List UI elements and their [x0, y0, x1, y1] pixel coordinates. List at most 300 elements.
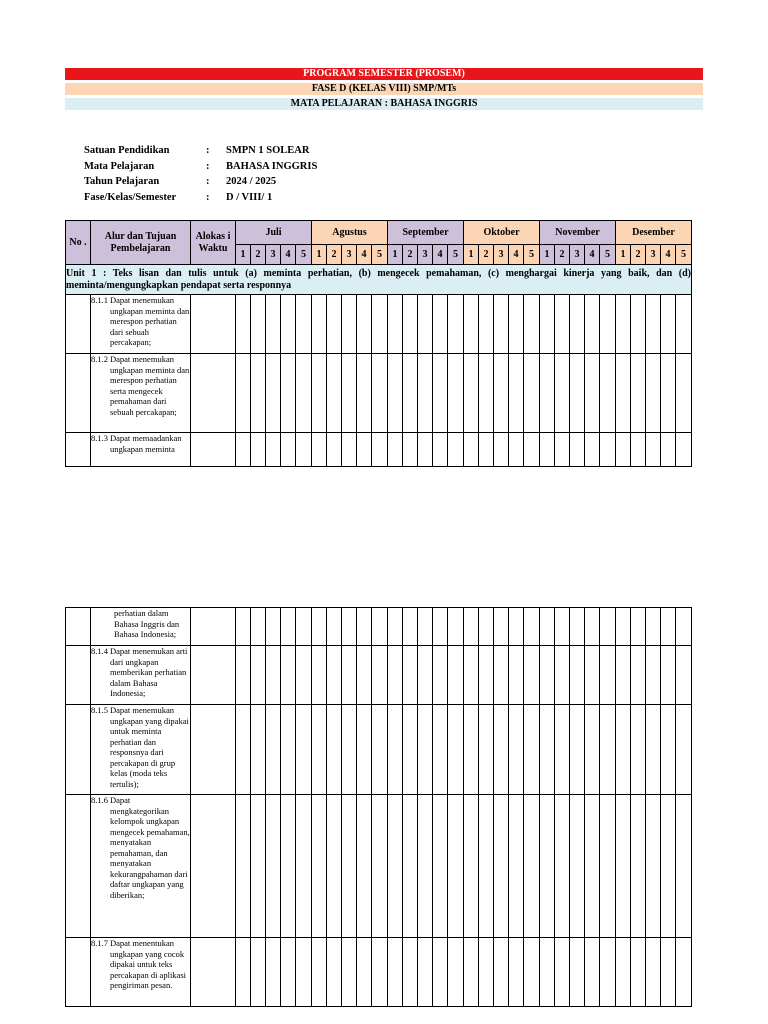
- week-cell: [479, 705, 494, 795]
- week-cell: [616, 433, 631, 467]
- week-cell: [403, 938, 418, 1007]
- week-cell: [403, 608, 418, 646]
- tp-text: Dapat menemukan ungkapan yang dipakai untuk meminta perhatian dan responsnya dari percakapan di grup kelas (moda teks tertulis);: [110, 705, 189, 789]
- week-cell: [342, 295, 357, 354]
- week-cell: [646, 433, 661, 467]
- week-cell: [433, 608, 448, 646]
- info-value: SMPN 1 SOLEAR: [226, 145, 310, 156]
- week-cell: [479, 795, 494, 938]
- week-cell: [357, 646, 372, 705]
- week-number: 4: [661, 245, 676, 265]
- week-cell: [524, 295, 540, 354]
- week-cell: [616, 795, 631, 938]
- week-number: 4: [281, 245, 296, 265]
- week-cell: [266, 354, 281, 433]
- week-cell: [236, 705, 251, 795]
- week-number: 1: [464, 245, 479, 265]
- tp-content: [91, 354, 190, 417]
- header-row: [66, 221, 692, 245]
- week-cell: [312, 608, 327, 646]
- alokasi-cell: [191, 295, 236, 354]
- week-cell: [388, 608, 403, 646]
- info-row: [84, 190, 317, 206]
- week-cell: [296, 433, 312, 467]
- week-cell: [372, 608, 388, 646]
- week-cell: [524, 795, 540, 938]
- week-cell: [540, 646, 555, 705]
- week-cell: [494, 608, 509, 646]
- week-number: 5: [524, 245, 540, 265]
- tp-cell: [91, 608, 191, 646]
- week-cell: [418, 705, 433, 795]
- week-cell: [357, 608, 372, 646]
- col-atp-header: Alur dan Tujuan Pembelajaran: [91, 221, 191, 265]
- tp-cell: [91, 354, 191, 433]
- tp-content: [91, 705, 190, 789]
- week-cell: [464, 608, 479, 646]
- week-cell: [418, 354, 433, 433]
- week-cell: [372, 295, 388, 354]
- tp-row: [66, 433, 692, 467]
- tp-content: [91, 433, 190, 454]
- tp-text: Dapat menentukan ungkapan yang cocok dipakai untuk teks percakapan di aplikasi pengiriman pesan.: [110, 938, 186, 990]
- week-cell: [631, 608, 646, 646]
- no-cell: [66, 646, 91, 705]
- week-cell: [479, 938, 494, 1007]
- week-cell: [296, 646, 312, 705]
- week-cell: [555, 295, 570, 354]
- week-cell: [555, 354, 570, 433]
- info-separator: :: [206, 145, 210, 156]
- tp-code: 8.1.5: [91, 705, 108, 715]
- week-cell: [388, 705, 403, 795]
- week-cell: [236, 608, 251, 646]
- week-cell: [403, 295, 418, 354]
- week-cell: [570, 608, 585, 646]
- unit-row: [66, 265, 692, 295]
- week-cell: [616, 608, 631, 646]
- week-cell: [448, 646, 464, 705]
- week-cell: [342, 705, 357, 795]
- week-cell: [676, 646, 692, 705]
- week-cell: [616, 705, 631, 795]
- week-cell: [357, 938, 372, 1007]
- week-cell: [631, 795, 646, 938]
- week-cell: [433, 354, 448, 433]
- info-row: [84, 159, 317, 175]
- week-cell: [388, 795, 403, 938]
- week-cell: [251, 795, 266, 938]
- week-cell: [251, 433, 266, 467]
- week-cell: [281, 795, 296, 938]
- week-cell: [676, 608, 692, 646]
- unit-title: Unit 1 : Teks lisan dan tulis untuk (a) meminta perhatian, (b) mengecek pemahaman, (c) menghargai kinerja yang baik, dan (d) meminta/mengungkapkan pendapat serta responnya: [66, 265, 692, 295]
- month-header: Agustus: [312, 221, 388, 245]
- tp-content: [91, 608, 190, 640]
- tp-row: [66, 354, 692, 433]
- week-cell: [327, 433, 342, 467]
- week-cell: [296, 354, 312, 433]
- week-cell: [479, 646, 494, 705]
- info-label: Fase/Kelas/Semester: [84, 192, 177, 204]
- info-row: [84, 174, 317, 190]
- week-number: 4: [509, 245, 524, 265]
- week-cell: [312, 295, 327, 354]
- tp-row: [66, 608, 692, 646]
- week-cell: [585, 705, 600, 795]
- no-cell: [66, 705, 91, 795]
- month-header: September: [388, 221, 464, 245]
- week-cell: [403, 354, 418, 433]
- week-cell: [266, 433, 281, 467]
- info-value: D / VIII/ 1: [226, 192, 273, 204]
- tp-text: Dapat menemukan arti dari ungkapan memberikan perhatian dalam Bahasa Indonesia;: [110, 646, 188, 698]
- week-cell: [555, 795, 570, 938]
- week-cell: [327, 938, 342, 1007]
- week-number: 2: [251, 245, 266, 265]
- week-cell: [494, 433, 509, 467]
- week-cell: [372, 354, 388, 433]
- week-cell: [342, 433, 357, 467]
- prosem-table-page1: [65, 220, 692, 467]
- week-cell: [555, 608, 570, 646]
- week-cell: [616, 646, 631, 705]
- week-number: 3: [418, 245, 433, 265]
- prosem-table-page2: [65, 607, 692, 1007]
- week-cell: [479, 295, 494, 354]
- info-separator: :: [206, 176, 210, 188]
- week-cell: [327, 354, 342, 433]
- week-cell: [509, 938, 524, 1007]
- week-cell: [372, 433, 388, 467]
- subject-banner: MATA PELAJARAN : BAHASA INGGRIS: [65, 98, 703, 110]
- no-cell: [66, 608, 91, 646]
- week-cell: [494, 646, 509, 705]
- week-cell: [631, 354, 646, 433]
- tp-code: 8.1.3: [91, 433, 108, 443]
- no-cell: [66, 354, 91, 433]
- alokasi-cell: [191, 608, 236, 646]
- week-cell: [357, 705, 372, 795]
- no-cell: [66, 295, 91, 354]
- tp-code: 8.1.7: [91, 938, 108, 948]
- week-cell: [418, 433, 433, 467]
- week-cell: [509, 646, 524, 705]
- week-cell: [433, 295, 448, 354]
- week-cell: [646, 705, 661, 795]
- week-cell: [281, 354, 296, 433]
- week-cell: [251, 705, 266, 795]
- tp-cell: [91, 938, 191, 1007]
- week-cell: [600, 938, 616, 1007]
- week-cell: [433, 433, 448, 467]
- week-number: 1: [236, 245, 251, 265]
- week-cell: [509, 608, 524, 646]
- week-cell: [236, 795, 251, 938]
- week-cell: [676, 295, 692, 354]
- week-number: 1: [312, 245, 327, 265]
- tp-code: 8.1.4: [91, 646, 108, 656]
- info-label: Mata Pelajaran: [84, 160, 155, 172]
- week-cell: [509, 705, 524, 795]
- week-cell: [524, 354, 540, 433]
- week-cell: [646, 938, 661, 1007]
- week-cell: [448, 295, 464, 354]
- week-cell: [433, 646, 448, 705]
- week-cell: [236, 295, 251, 354]
- tp-text: Dapat mengkategorikan kelompok ungkapan mengecek pemahaman, menyatakan pemahaman, dan menyatakan kekurangpahaman dari daftar ungkapan yang diberikan;: [110, 795, 190, 900]
- no-cell: [66, 938, 91, 1007]
- info-separator: :: [206, 192, 210, 204]
- week-cell: [312, 705, 327, 795]
- week-cell: [570, 705, 585, 795]
- week-cell: [494, 354, 509, 433]
- tp-cell: [91, 295, 191, 354]
- week-cell: [661, 354, 676, 433]
- week-cell: [585, 795, 600, 938]
- alokasi-cell: [191, 433, 236, 467]
- week-cell: [585, 608, 600, 646]
- week-cell: [281, 295, 296, 354]
- week-cell: [555, 938, 570, 1007]
- week-cell: [296, 938, 312, 1007]
- week-cell: [524, 433, 540, 467]
- week-cell: [661, 295, 676, 354]
- info-label: Tahun Pelajaran: [84, 176, 160, 188]
- week-cell: [661, 705, 676, 795]
- week-cell: [676, 938, 692, 1007]
- week-cell: [418, 938, 433, 1007]
- week-cell: [570, 295, 585, 354]
- week-cell: [433, 705, 448, 795]
- week-cell: [448, 433, 464, 467]
- tp-code: 8.1.2: [91, 354, 108, 364]
- week-cell: [631, 433, 646, 467]
- alokasi-cell: [191, 646, 236, 705]
- week-cell: [509, 354, 524, 433]
- week-cell: [388, 295, 403, 354]
- week-cell: [433, 938, 448, 1007]
- week-cell: [494, 795, 509, 938]
- identity-block: [84, 143, 317, 206]
- week-cell: [600, 608, 616, 646]
- week-cell: [524, 608, 540, 646]
- week-cell: [236, 646, 251, 705]
- week-cell: [479, 433, 494, 467]
- week-number: 5: [600, 245, 616, 265]
- week-cell: [631, 295, 646, 354]
- week-cell: [327, 295, 342, 354]
- week-number: 1: [540, 245, 555, 265]
- week-number: 5: [372, 245, 388, 265]
- week-number: 5: [296, 245, 312, 265]
- week-cell: [661, 608, 676, 646]
- alokasi-cell: [191, 354, 236, 433]
- week-cell: [403, 705, 418, 795]
- week-cell: [388, 433, 403, 467]
- week-cell: [357, 433, 372, 467]
- alokasi-cell: [191, 795, 236, 938]
- week-number: 3: [342, 245, 357, 265]
- week-cell: [342, 938, 357, 1007]
- tp-row: [66, 295, 692, 354]
- week-cell: [464, 795, 479, 938]
- week-cell: [479, 354, 494, 433]
- week-cell: [327, 795, 342, 938]
- week-cell: [540, 354, 555, 433]
- week-cell: [540, 705, 555, 795]
- week-number: 4: [585, 245, 600, 265]
- week-cell: [646, 646, 661, 705]
- week-cell: [357, 354, 372, 433]
- tp-text: Dapat menemukan ungkapan meminta dan merespon perhatian dari sebuah percakapan;: [110, 295, 190, 347]
- info-value: 2024 / 2025: [226, 176, 277, 188]
- week-cell: [327, 646, 342, 705]
- week-cell: [661, 646, 676, 705]
- week-cell: [327, 705, 342, 795]
- col-alokasi-header: Alokas i Waktu: [191, 221, 236, 265]
- week-number: 2: [631, 245, 646, 265]
- week-cell: [357, 295, 372, 354]
- week-cell: [464, 354, 479, 433]
- week-cell: [281, 433, 296, 467]
- week-cell: [266, 646, 281, 705]
- alokasi-cell: [191, 938, 236, 1007]
- week-cell: [464, 433, 479, 467]
- info-value: BAHASA INGGRIS: [226, 160, 318, 172]
- week-cell: [236, 354, 251, 433]
- week-cell: [464, 295, 479, 354]
- week-cell: [251, 354, 266, 433]
- week-cell: [266, 705, 281, 795]
- week-cell: [631, 938, 646, 1007]
- week-cell: [403, 433, 418, 467]
- tp-text: Dapat menemukan ungkapan meminta dan merespon perhatian serta mengecek pemahaman dari sebuah percakapan;: [110, 354, 190, 417]
- week-cell: [448, 705, 464, 795]
- week-cell: [616, 354, 631, 433]
- week-cell: [570, 795, 585, 938]
- week-cell: [600, 433, 616, 467]
- week-number: 5: [448, 245, 464, 265]
- week-cell: [342, 354, 357, 433]
- week-cell: [464, 705, 479, 795]
- week-cell: [555, 433, 570, 467]
- week-cell: [281, 608, 296, 646]
- week-cell: [448, 354, 464, 433]
- week-cell: [540, 433, 555, 467]
- tp-cell: [91, 705, 191, 795]
- week-number: 2: [555, 245, 570, 265]
- week-cell: [494, 295, 509, 354]
- week-cell: [281, 938, 296, 1007]
- week-cell: [509, 433, 524, 467]
- month-header: Desember: [616, 221, 692, 245]
- tp-cell: [91, 646, 191, 705]
- week-number: 2: [403, 245, 418, 265]
- week-cell: [494, 705, 509, 795]
- week-cell: [661, 433, 676, 467]
- week-cell: [418, 295, 433, 354]
- week-cell: [585, 354, 600, 433]
- week-cell: [585, 646, 600, 705]
- week-cell: [312, 938, 327, 1007]
- week-number: 4: [433, 245, 448, 265]
- week-number: 3: [266, 245, 281, 265]
- week-cell: [327, 608, 342, 646]
- week-cell: [403, 795, 418, 938]
- week-cell: [266, 795, 281, 938]
- week-cell: [631, 646, 646, 705]
- week-number: 2: [327, 245, 342, 265]
- week-cell: [646, 608, 661, 646]
- week-cell: [494, 938, 509, 1007]
- fase-banner: FASE D (KELAS VIII) SMP/MTs: [65, 83, 703, 95]
- week-cell: [372, 938, 388, 1007]
- week-cell: [312, 354, 327, 433]
- week-cell: [266, 295, 281, 354]
- week-cell: [464, 646, 479, 705]
- tp-text: Dapat memaadankan ungkapan meminta: [110, 433, 182, 454]
- week-cell: [479, 608, 494, 646]
- week-cell: [296, 795, 312, 938]
- tp-code: 8.1.6: [91, 795, 108, 805]
- week-cell: [585, 938, 600, 1007]
- week-cell: [342, 646, 357, 705]
- week-number: 1: [616, 245, 631, 265]
- info-row: [84, 143, 317, 159]
- week-cell: [388, 354, 403, 433]
- week-cell: [646, 795, 661, 938]
- week-cell: [433, 795, 448, 938]
- week-cell: [600, 646, 616, 705]
- week-cell: [540, 295, 555, 354]
- week-cell: [342, 795, 357, 938]
- no-cell: [66, 433, 91, 467]
- week-cell: [509, 295, 524, 354]
- week-number: 3: [494, 245, 509, 265]
- week-cell: [585, 295, 600, 354]
- week-cell: [312, 795, 327, 938]
- tp-cell: [91, 433, 191, 467]
- week-cell: [357, 795, 372, 938]
- week-cell: [661, 795, 676, 938]
- week-cell: [616, 295, 631, 354]
- week-cell: [296, 705, 312, 795]
- tp-row: [66, 938, 692, 1007]
- title-banner: PROGRAM SEMESTER (PROSEM): [65, 68, 703, 80]
- week-cell: [600, 295, 616, 354]
- week-cell: [281, 646, 296, 705]
- week-number: 1: [388, 245, 403, 265]
- alokasi-cell: [191, 705, 236, 795]
- week-cell: [631, 705, 646, 795]
- tp-row: [66, 646, 692, 705]
- month-header: November: [540, 221, 616, 245]
- week-cell: [616, 938, 631, 1007]
- week-cell: [524, 938, 540, 1007]
- week-number: 5: [676, 245, 692, 265]
- week-cell: [676, 795, 692, 938]
- week-cell: [646, 295, 661, 354]
- week-cell: [418, 795, 433, 938]
- week-cell: [372, 705, 388, 795]
- tp-code: 8.1.1: [91, 295, 108, 305]
- tp-text: perhatian dalam Bahasa Inggris dan Bahasa Indonesia;: [114, 608, 180, 639]
- week-cell: [570, 433, 585, 467]
- week-cell: [312, 646, 327, 705]
- week-cell: [251, 608, 266, 646]
- week-cell: [342, 608, 357, 646]
